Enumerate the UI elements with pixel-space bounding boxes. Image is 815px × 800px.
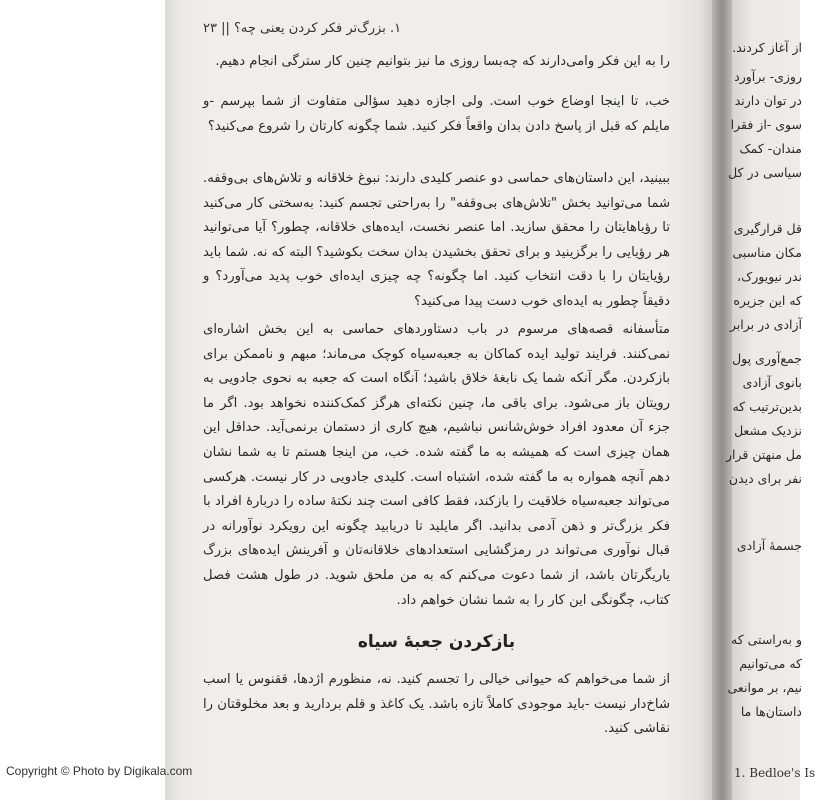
facing-line: در توان دارند [734, 93, 802, 108]
facing-line: آزادی در برابر [729, 317, 802, 332]
facing-page [725, 0, 815, 800]
facing-line: جمع‌آوری پول [732, 351, 802, 366]
copyright-watermark: Copyright © Photo by Digikala.com [6, 764, 193, 778]
facing-line: ندر نیویورک، [737, 269, 802, 284]
facing-line: بانوی آزادی [742, 375, 802, 390]
section-paragraph: از شما می‌خواهم که حیوانی خیالی را تجسم کنید. نه، منظورم اژدها، ققنوس یا اسب شاخ‌دار نیست -باید موجودی کاملاً تازه باشد. یک کاغذ و قلم بردارید و بعد مخلوقتان را نقاشی کنید. [203, 672, 670, 737]
paragraph-4: متأسفانه قصه‌های مرسوم در باب دستاوردهای حماسی به این بخش اشاره‌ای نمی‌کنند. فرایند تولید ایده کماکان به جعبه‌سیاه کوچک می‌ماند؛ مبهم و ناممکن برای بازکردن. مگر آنکه شما یک نابغهٔ خلاق باشید؛ آنگاه است که جعبه به نحوی جادویی به رویتان باز می‌شود. برای باقی ما، چنین نکته‌ای هرگز کمک‌کننده نخواهد بود. اگر ما جزء آن معدود افراد خوش‌شانس نباشیم، هیچ کاری از دستمان برنمی‌آید. حداقل این همان چیزی است که همیشه به ما گفته شده. خب، من اینجا هستم تا به شما نشان دهم آنچه همواره به ما گفته شده، اشتباه است. کلیدی جادویی در کار نیست. هرکسی می‌تواند جعبه‌سیاه خلاقیت را بازکند، فقط کافی است چند نکتهٔ ساده را دربارهٔ افراد با فکر بزرگ‌تر و ذهن آدمی بدانید. اگر مایلید تا دریابید چگونه این رویکرد نوآورانه در قبال نوآوری می‌تواند در رمزگشایی استعدادهای خلاقانه‌تان و آفرینش ایده‌های بزرگ یاریگرتان باشد، از شما دعوت می‌کنم که به من ملحق شوید. در طول هشت فصل کتاب، چگونگی این کار را به شما نشان خواهم داد. [203, 322, 670, 608]
facing-line: و به‌راستی که [731, 632, 802, 647]
facing-line: نزدیک مشعل [734, 423, 802, 438]
paragraph-3: ببینید، این داستان‌های حماسی دو عنصر کلیدی دارند: نبوغ خلاقانه و تلاش‌های بی‌وقفه. شما می‌توانید بخش "تلاش‌های بی‌وقفه" را به‌راحتی تجسم کنید: به‌سختی کار می‌کنید تا رؤیاهایتان را محقق سازید. اما عنصر نخست، ایده‌های خلاقانه، چطور؟ آیا می‌توانید هر رؤیایی را برگزینید و برای تحقق بخشیدن بدان سخت بکوشید؟ البته که نه. شما باید رؤیایتان را با دقت انتخاب کنید. اما چگونه؟ چه چیزی ایده‌ای خوب پدید می‌آورد؟ و دقیقاً چطور به ایده‌ای خوب دست پیدا می‌کنید؟ [203, 171, 670, 309]
facing-line: از آغاز کردند. [732, 40, 802, 55]
facing-line: که این جزیره [733, 293, 802, 308]
paragraph-1: را به این فکر وامی‌دارند که چه‌بسا روزی ما نیز بتوانیم چنین کار سترگی انجام دهیم. [215, 54, 670, 69]
facing-page-text [725, 0, 815, 800]
facing-line: مندان- کمک [739, 141, 802, 156]
facing-line: نیم، بر موانعی [727, 680, 802, 695]
facing-line: مل منهتن قرار [725, 447, 802, 462]
facing-line: قل قرارگیری [733, 221, 802, 236]
facing-line: روزی- برآورد [734, 69, 802, 84]
facing-line: سیاسی در کل [728, 165, 802, 180]
facing-line: سوی -از فقرا [730, 117, 802, 132]
facing-line: که می‌توانیم [739, 656, 802, 671]
facing-footnote: 1. Bedloe's Is [734, 766, 815, 780]
section-title: بازکردن جعبهٔ سیاه [357, 632, 516, 652]
facing-line: مکان مناسبی [732, 245, 802, 260]
facing-line: جسمهٔ آزادی [736, 538, 802, 553]
paragraph-2: خب، تا اینجا اوضاع خوب است. ولی اجازه دهید سؤالی متفاوت از شما بپرسم -و مایلم که قبل از پاسخ دادن بدان واقعاً فکر کنید. شما چگونه کارتان را شروع می‌کنید؟ [203, 94, 670, 134]
facing-line: نفر برای دیدن [728, 471, 802, 486]
header-text: ۱. بزرگ‌تر فکر کردن یعنی چه؟ || ۲۳ [203, 20, 402, 36]
background-margin [0, 0, 165, 800]
facing-line: بدین‌ترتیب که [732, 399, 802, 414]
facing-line: داستان‌ها ما [740, 704, 802, 719]
running-header [203, 15, 670, 41]
